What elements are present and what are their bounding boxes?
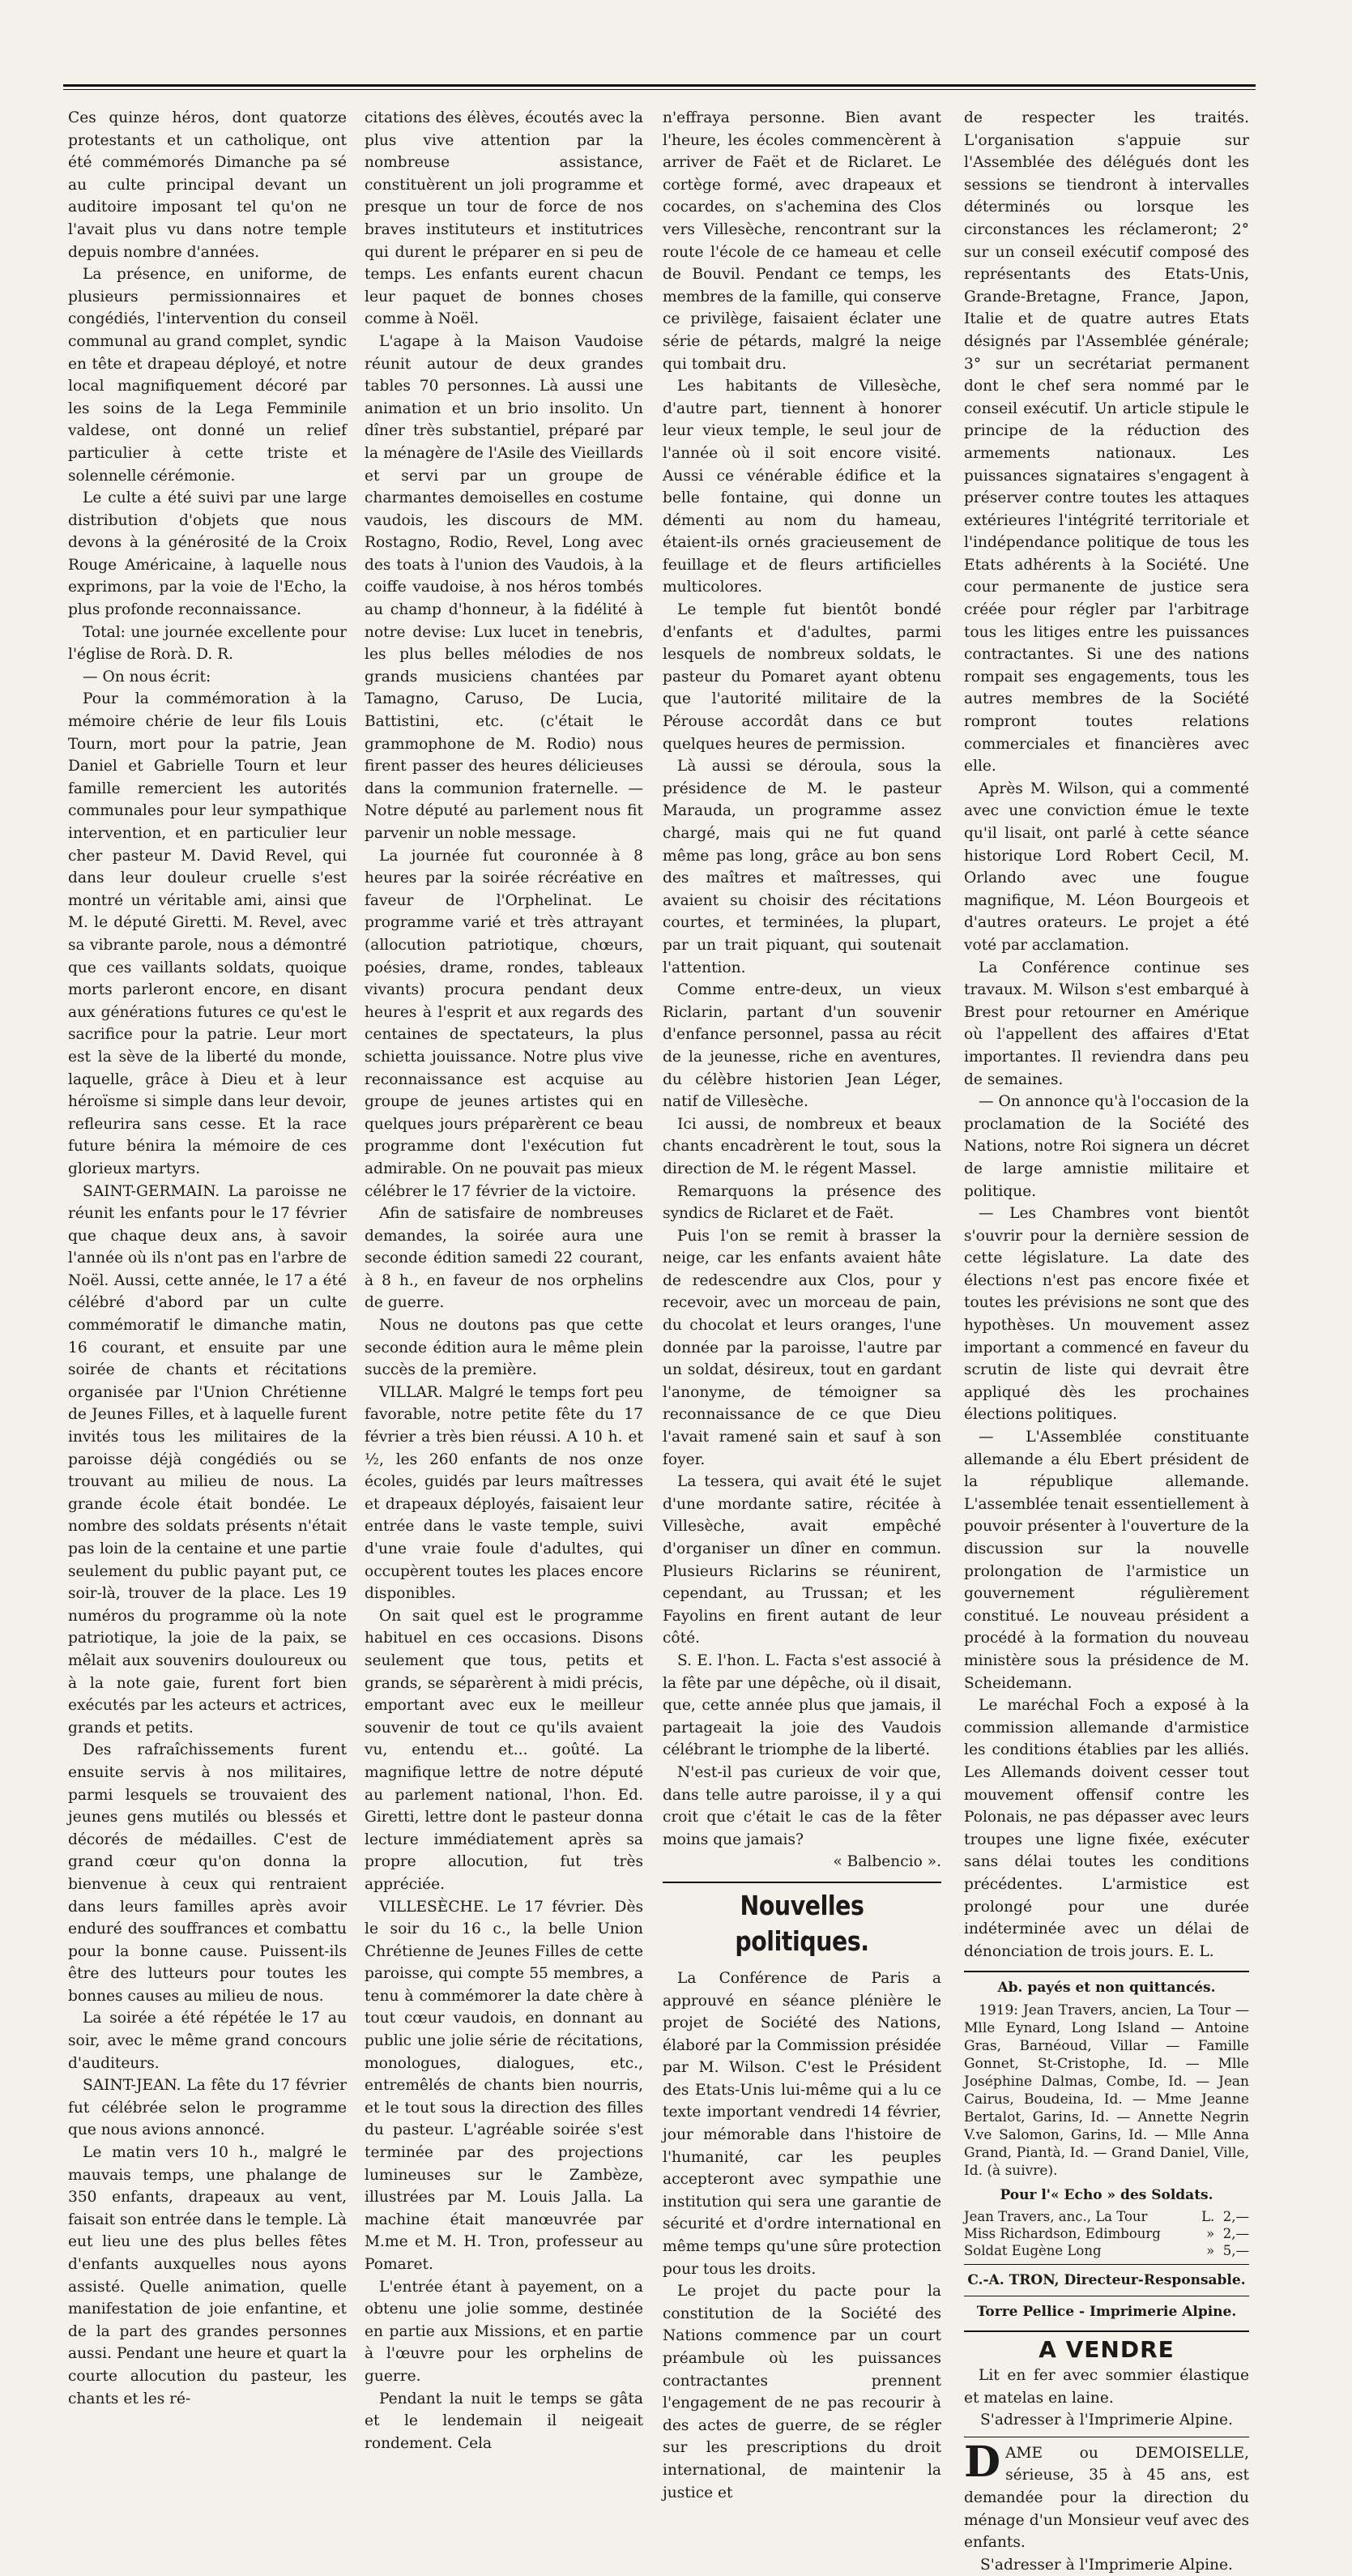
paragraph: Le matin vers 10 h., malgré le mauvais temps, une phalange de 350 enfants, drapeaux au vent, faisait son entrée dans le temple. Là eut lieu une des plus belles fêtes d'enfants auxquelles nous ayons assisté. Quelle animation, quelle manifestation de joie enfantine, et de la part des grandes personnes aussi. Pendant une heure et quart la courte allocution du pasteur, les chants et les ré- xyxy=(68,2144,347,2407)
subscriptions-list: 1919: Jean Travers, ancien, La Tour — Mlle Eynard, Long Island — Antoine Gras, Barnéoud, Villar — Famille Gonnet, St-Cristophe, Id. — Mlle Joséphine Dalmas, Combe, Id. — Jean Cairus, Boudeina, Id. — Mme Jeanne Bertalot, Garins, Id. — Annette Negrin V.ve Salomon, Garins, Id. — Mlle Anna Grand, Piantà, Id. — Grand Daniel, Ville, Id. (à suivre). xyxy=(964,2001,1249,2179)
donor-name: Soldat Eugène Long xyxy=(964,2243,1102,2259)
header-rule-thin xyxy=(63,89,1256,90)
paragraph: Remarquons la présence des syndics de Riclaret et de Faët. xyxy=(663,1182,941,1223)
ad-address: S'adresser à l'Imprimerie Alpine. xyxy=(980,2412,1233,2429)
paragraph: L'agape à la Maison Vaudoise réunit autour de deux grandes tables 70 personnes. Là aussi une animation et un brio insolito. Un dîner très substantiel, préparé par la ménagère de l'Asile des Vieillards et servi par un groupe de charmantes demoiselles en costume vaudois, les discours de MM. Rostagno, Rodio, Revel, Long avec des toats à l'union des Vaudois, à la coiffe vaudoise, à nos héros tombés au champ d'honneur, à la fidélité à notre devise: Lux lucet in tenebris, les plus belles mélodies de nos grands musiciens chantées par Tamagno, Caruso, De Lucia, Battistini, etc. (c'était le grammophone de M. Rodio) nous firent passer des heures délicieuses dans la communion fraternelle. — Notre député au parlement nous fit parvenir un noble message. xyxy=(365,332,643,842)
paragraph: Le culte a été suivi par une large distribution d'objets que nous devons à la générosité de la Croix Rouge Américaine, à laquelle nous exprimons, par la voie de l'Echo, la plus profonde reconnaissance. xyxy=(68,489,347,619)
subscriptions-title: Ab. payés et non quittancés. xyxy=(997,1980,1216,1997)
drop-cap: D xyxy=(964,2437,1001,2487)
paragraph: La Conférence de Paris a approuvé en séance plénière le projet de Société des Nations, élaboré par la Commission présidée par M. Wilson. C'est le Président des Etats-Unis lui-même qui a lu ce texte important vendredi 14 février, jour mémorable dans l'histoire de l'humanité, car les peuples accepteront avec sympathie une institution qui sera une garantie de sécurité et d'ordre international en même temps qu'une sûre protection pour tous les droits. xyxy=(663,1969,941,2278)
divider xyxy=(964,2330,1249,2332)
paragraph: Comme entre-deux, un vieux Riclarin, partant d'un souvenir d'enfance personnel, passa au récit de la jeunesse, riche en aventures, du célèbre historien Jean Léger, natif de Villesèche. xyxy=(663,981,941,1111)
paragraph-villar: VILLAR. Malgré le temps fort peu favorable, notre petite fête du 17 février a très bien réussi. A 10 h. et ½, les 260 enfants de nos onze écoles, guidés par leurs maîtresses et drapeaux déployés, faisaient leur entrée dans le vaste temple, suivi d'une vraie foule d'adultes, qui occupèrent toutes les places encore disponibles. xyxy=(365,1383,643,1603)
paragraph: La Conférence continue ses travaux. M. Wilson s'est embarqué à Brest pour retourner en Amérique où l'appellent des affaires d'Etat importantes. Il reviendra dans peu de semaines. xyxy=(964,959,1249,1088)
paragraph-saint-jean: SAINT-JEAN. La fête du 17 février fut célébrée selon le programme que nous avions annoncé. xyxy=(68,2077,347,2139)
paragraph: Le projet du pacte pour la constitution de la Société des Nations commence par un court préambule où les puissances contractantes prennent l'engagement de ne pas recourir à des actes de guerre, de se régler sur les prescriptions du droit international, de maintenir la justice et xyxy=(663,2283,941,2501)
paragraph: N'est-il pas curieux de voir que, dans telle autre paroisse, il y a qui croit que c'était le cas de la fêter moins que jamais? xyxy=(663,1763,941,1848)
column-3 xyxy=(663,107,941,2504)
column-2 xyxy=(365,107,643,2454)
ad-address: S'adresser à l'Imprimerie Alpine. xyxy=(980,2556,1233,2574)
signature: « Balbencio ». xyxy=(833,1853,941,1871)
ad-title-for-sale: A VENDRE xyxy=(1039,2336,1175,2364)
paragraph: Ici aussi, de nombreux et beaux chants encadrèrent le tout, sous la direction de M. le régent Massel. xyxy=(663,1115,941,1177)
header-rule xyxy=(63,84,1256,87)
ad-text: Lit en fer avec sommier élastique et matelas en laine. xyxy=(964,2367,1249,2407)
section-title-politics: Nouvelles politiques. xyxy=(735,1889,869,1957)
donation-amount: L. 2,— xyxy=(1201,2209,1249,2225)
donation-amount: » 2,— xyxy=(1206,2226,1249,2242)
paragraph: — Les Chambres vont bientôt s'ouvrir pour la dernière session de cette législature. La date des élections n'est pas encore fixée et toutes les prévisions ne sont que des hypothèses. Un mouvement assez important a commencé en faveur du scrutin de liste qui devrait être appliqué dès les prochaines élections politiques. xyxy=(964,1205,1249,1424)
paragraph: Le maréchal Foch a exposé à la commission allemande d'armistice les conditions établies par les alliés. Les Allemands doivent cesser tout mouvement offensif contre les Polonais, ne pas dépasser avec leurs troupes une ligne fixée, exécuter sans délai toutes les conditions précédentes. L'armistice est prolongé pour une durée indéterminée avec un délai de dénonciation de trois jours. E. L. xyxy=(964,1697,1249,1960)
paragraph: La tessera, qui avait été le sujet d'une mordante satire, récitée à Villesèche, avait empêché d'organiser un dîner en commun. Plusieurs Riclarins se réunirent, cependant, au Trussan; et les Fayolins en firent autant de leur côté. xyxy=(663,1473,941,1647)
ad-wanted-text: AME ou DEMOISELLE, sérieuse, 35 à 45 ans, est demandée pour la direction du ménage d'un Monsieur veuf avec des enfants. xyxy=(964,2444,1249,2552)
donation-row xyxy=(964,2242,1249,2259)
paragraph: La journée fut couronnée à 8 heures par la soirée récréative en faveur de l'Orphelinat. Le programme varié et très attrayant (allocution patriotique, chœurs, poésies, drame, rondes, tableaux vivants) procura pendant deux heures à l'esprit et aux regards des centaines de spectateurs, la plus schietta jouissance. Notre plus vive reconnaissance est acquise au groupe de jeunes artistes qui en quelques jours préparèrent ce beau programme dont l'exécution fut admirable. On ne pouvait pas mieux célébrer le 17 février de la victoire. xyxy=(365,847,643,1200)
paragraph: L'entrée étant à payement, on a obtenu une jolie somme, destinée en partie aux Missions, et en partie à l'œuvre pour les orphelins de guerre. xyxy=(365,2278,643,2385)
paragraph: La présence, en uniforme, de plusieurs permissionnaires et congédiés, l'intervention du conseil communal au grand complet, syndic en tête et drapeau déployé, et notre local magnifiquement décoré par les soins de la Lega Femminile valdese, ont donné un relief particulier à cette triste et solennelle cérémonie. xyxy=(68,266,347,485)
donor-name: Miss Richardson, Edimbourg xyxy=(964,2226,1161,2242)
paragraph: Là aussi se déroula, sous la présidence de M. le pasteur Marauda, un programme assez chargé, mais qui ne fut quand même pas long, grâce au bon sens des maîtres et maîtresses, qui avaient su choisir des récitations courtes, et terminées, la plupart, par un trait piquant, qui soutenait l'attention. xyxy=(663,758,941,976)
paragraph: Nous ne doutons pas que cette seconde édition aura le même plein succès de la première. xyxy=(365,1317,643,1379)
paragraph: On sait quel est le programme habituel en ces occasions. Disons seulement que tous, petits et grands, se séparèrent à midi précis, emportant avec eux le meilleur souvenir de tout ce qu'ils avaient vu, entendu et... goûté. La magnifique lettre de notre député au parlement national, l'hon. Ed. Giretti, lettre dont le pasteur donna lecture immédiatement après sa propre allocution, fut très appréciée. xyxy=(365,1607,643,1893)
paragraph: Des rafraîchissements furent ensuite servis à nos militaires, parmi lesquels se trouvaient des jeunes gens mutilés ou blessés et décorés de médailles. C'est de grand cœur qu'on donna la bienvenue à ceux qui rentraient dans leurs familles après avoir enduré des souffrances et combattu pour la bonne cause. Puissent-ils être des lutteurs pour toutes les bonnes causes au milieu de nous. xyxy=(68,1741,347,2005)
paragraph: citations des élèves, écoutés avec la plus vive attention par la nombreuse assistance, constituèrent un joli programme et presque un tour de force de nos braves instituteurs et institutrices qui durent le préparer en si peu de temps. Les enfants eurent chacun leur paquet de bonnes choses comme à Noël. xyxy=(365,109,643,328)
soldiers-title: Pour l'« Echo » des Soldats. xyxy=(1000,2186,1213,2203)
paragraph: Après M. Wilson, qui a commenté avec une conviction émue le texte qu'il lisait, ont parlé à cette séance historique Lord Robert Cecil, M. Orlando avec une fougue magnifique, M. Léon Bourgeois et d'autres orateurs. Le projet a été voté par acclamation. xyxy=(964,780,1249,954)
paragraph: — On nous écrit: xyxy=(83,668,211,686)
paragraph: Total: une journée excellente pour l'église de Rorà. D. R. xyxy=(68,623,347,664)
paragraph: de respecter les traités. L'organisation s'appuie sur l'Assemblée des délégués dont les sessions se tiendront à intervalles déterminés ou lorsque les circonstances les réclameront; 2° sur un conseil exécutif composé des représentants des Etats-Unis, Grande-Bretagne, France, Japon, Italie et de quatre autres Etats désignés par l'Assemblée générale; 3° sur un secrétariat permanent dont le chef sera nommé par le conseil exécutif. Un article stipule le principe de la réduction des armements nationaux. Les puissances signataires s'engagent à préserver contre toutes les attaques extérieures l'intégrité territoriale et l'indépendance politique de tous les Etats adhérents à la Société. Une cour permanente de justice sera créée pour régler par l'arbitrage tous les litiges entre les puissances contractantes. Si une des nations rompait ses engagements, tous les autres membres de la Société rompront toutes relations commerciales et financières avec elle. xyxy=(964,109,1249,775)
paragraph: Puis l'on se remit à brasser la neige, car les enfants avaient hâte de redescendre aux Clos, pour y recevoir, avec un morceau de pain, du chocolat et leurs oranges, l'une donnée par la paroisse, l'autre par un soldat, désireux, tout en gardant l'anonyme, de témoigner sa reconnaissance de ce que Dieu l'avait ramené sain et sauf à son foyer. xyxy=(663,1227,941,1468)
paragraph: Ces quinze héros, dont quatorze protestants et un catholique, ont été commémorés Dimanche pa sé au culte principal devant un auditoire imposant tel qu'on ne l'avait plus vu dans notre temple depuis nombre d'années. xyxy=(68,109,347,261)
section-divider xyxy=(663,1882,941,1883)
donation-amount: » 5,— xyxy=(1206,2243,1249,2259)
column-4 xyxy=(964,107,1249,2576)
paragraph: Pendant la nuit le temps se gâta et le lendemain il neigeait rondement. Cela xyxy=(365,2390,643,2452)
paragraph: La soirée a été répétée le 17 au soir, avec le même grand concours d'auditeurs. xyxy=(68,2010,347,2072)
paragraph: S. E. l'hon. L. Facta s'est associé à la fête par une dépêche, où il disait, que, cette année plus que jamais, il partageait la joie des Vaudois célébrant le triomphe de la liberté. xyxy=(663,1651,941,1759)
column-1 xyxy=(68,107,347,2410)
paragraph: Les habitants de Villesèche, d'autre part, tiennent à honorer leur vieux temple, le seul jour de l'année où il soit encore visité. Aussi ce vénérable édifice et la belle fontaine, qui donne un démenti au nom du hameau, étaient-ils ornés gracieusement de feuillage et de fleurs artificielles multicolores. xyxy=(663,378,941,596)
paragraph: n'effraya personne. Bien avant l'heure, les écoles commencèrent à arriver de Faët et de Riclaret. Le cortège formé, avec drapeaux et cocardes, on s'achemina des Clos vers Villesèche, rencontrant sur la route l'école de ce hameau et celle de Bouvil. Pendant ce temps, les membres de la famille, qui conserve ce privilège, faisaient éclater une série de pétards, malgré la neige qui tombait dru. xyxy=(663,109,941,373)
paragraph: Le temple fut bientôt bondé d'enfants et d'adultes, parmi lesquels de nombreux soldats, le pasteur du Pomaret ayant obtenu que l'autorité militaire de la Pérouse accordât dans ce but quelques heures de permission. xyxy=(663,601,941,753)
section-divider xyxy=(964,1971,1249,1972)
paragraph-villeseche: VILLESÈCHE. Le 17 février. Dès le soir du 16 c., la belle Union Chrétienne de Jeunes Filles de cette paroisse, qui compte 55 membres, a tenu à commémorer la date chère à tout cœur vaudois, en donnant au public une jolie série de récitations, monologues, dialogues, etc., entremêlés de chants bien nourris, et le tout sous la direction des filles du pasteur. L'agréable soirée s'est terminée par des projections lumineuses sur le Zambèze, illustrées par M. Louis Jalla. La machine était manœuvrée par M.me et M. H. Tron, professeur au Pomaret. xyxy=(365,1898,643,2273)
divider xyxy=(964,2264,1249,2265)
printer-line: Torre Pellice - Imprimerie Alpine. xyxy=(976,2304,1237,2321)
ad-wanted xyxy=(964,2437,1249,2554)
donor-name: Jean Travers, anc., La Tour xyxy=(964,2209,1148,2225)
donation-row xyxy=(964,2208,1249,2225)
paragraph: Pour la commémoration à la mémoire chérie de leur fils Louis Tourn, mort pour la patrie, Jean Daniel et Gabrielle Tourn et leur famille remercient les autorités communales pour leur sympathique intervention, et en particulier leur cher pasteur M. David Revel, qui dans leur douleur cruelle s'est montré un véritable ami, ainsi que M. le député Giretti. M. Revel, avec sa vibrante parole, nous a démontré que ces vaillants soldats, quoique morts parleront encore, en disant aux générations futures ce qu'est le sacrifice pour la patrie. Leur mort est la sève de la liberté du monde, laquelle, grâce à Dieu et à leur héroïsme si simple dans leur devoir, refleurira sans cesse. Et la race future bénira la mémoire de ces glorieux martyrs. xyxy=(68,690,347,1177)
director-line: C.-A. TRON, Directeur-Responsable. xyxy=(967,2272,1246,2289)
donation-row xyxy=(964,2225,1249,2242)
paragraph-saint-germain: SAINT-GERMAIN. La paroisse ne réunit les enfants pour le 17 février que chaque deux ans, à savoir l'année où ils n'ont pas en l'arbre de Noël. Aussi, cette année, le 17 a été célébré d'abord par un culte commémoratif le dimanche matin, 16 courant, et ensuite par une soirée de chants et récitations organisée par l'Union Chrétienne de Jeunes Filles, et à laquelle furent invités tous les militaires de la paroisse déjà congédiés ou se trouvant au milieu de nous. La grande école était bondée. Le nombre des soldats présents n'était pas loin de la centaine et une partie seulement du public payant put, ce soir-là, trouver de la place. Les 19 numéros du programme où la note patriotique, la joie de la paix, se mêlait aux souvenirs douloureux ou à la note gaie, furent fort bien exécutés par les acteurs et actrices, grands et petits. xyxy=(68,1182,347,1737)
paragraph: — On annonce qu'à l'occasion de la proclamation de la Société des Nations, notre Roi signera un décret de large amnistie militaire et politique. xyxy=(964,1093,1249,1200)
paragraph: Afin de satisfaire de nombreuses demandes, la soirée aura une seconde édition samedi 22 courant, à 8 h., en faveur de nos orphelins de guerre. xyxy=(365,1205,643,1312)
paragraph: — L'Assemblée constituante allemande a élu Ebert président de la république allemande. L'assemblée tenait essentiellement à pouvoir présenter à l'ouverture de la discussion sur la nouvelle prolongation de l'armistice un gouvernement régulièrement constitué. Le nouveau président a procédé à la formation du nouveau ministère sous la présidence de M. Scheidemann. xyxy=(964,1429,1249,1692)
